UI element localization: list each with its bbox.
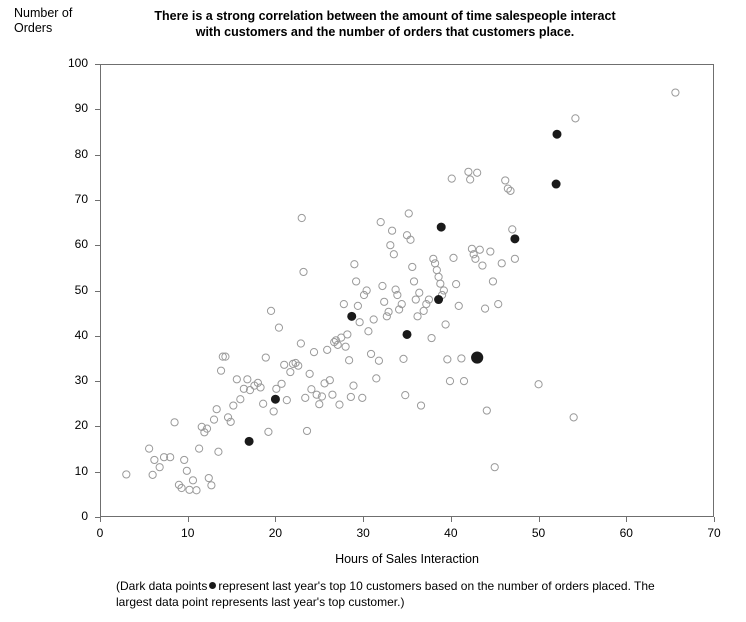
y-tick-mark — [95, 245, 100, 246]
y-tick-label: 30 — [74, 373, 88, 388]
x-tick-label: 60 — [619, 526, 633, 540]
x-tick-mark — [188, 517, 189, 522]
y-tick-label: 50 — [74, 282, 88, 297]
y-axis-title-line-2: Orders — [14, 21, 53, 35]
y-tick-label: 10 — [74, 463, 88, 478]
y-axis-title — [14, 6, 104, 36]
x-tick-label: 30 — [356, 526, 370, 540]
y-tick-mark — [95, 291, 100, 292]
y-tick-label: 70 — [74, 191, 88, 206]
y-axis-title-line-1: Number of — [14, 6, 73, 20]
y-tick-mark — [95, 109, 100, 110]
y-tick-label: 60 — [74, 237, 88, 252]
filled-circle-icon — [209, 582, 216, 589]
footnote-text-part-2: represent last year's top 10 customers based on the number of orders placed. The largest data point represents last year's top customer.) — [116, 579, 655, 609]
y-tick-mark — [95, 64, 100, 65]
footnote-text-part-1: (Dark data points — [116, 579, 208, 593]
y-tick-mark — [95, 381, 100, 382]
y-tick-label: 0 — [81, 509, 88, 523]
x-tick-label: 0 — [96, 526, 104, 540]
plot-area — [100, 64, 714, 517]
y-tick-label: 20 — [74, 418, 88, 433]
chart-title: There is a strong correlation between the amount of time salespeople interact with customers and the number of orders that customers place. — [154, 9, 616, 39]
x-tick-label: 20 — [268, 526, 283, 540]
y-tick-mark — [95, 472, 100, 473]
x-tick-label: 10 — [181, 526, 195, 540]
x-axis-title: Hours of Sales Interaction — [335, 552, 479, 566]
y-tick-mark — [95, 336, 100, 337]
x-tick-mark — [539, 517, 540, 522]
y-tick-mark — [95, 200, 100, 201]
x-tick-mark — [275, 517, 276, 522]
y-tick-label: 100 — [67, 56, 88, 70]
y-tick-label: 80 — [74, 146, 88, 161]
x-tick-mark — [100, 517, 101, 522]
x-tick-mark — [714, 517, 715, 522]
x-tick-mark — [451, 517, 452, 522]
chart-footnote — [116, 578, 676, 610]
y-tick-label: 40 — [74, 327, 88, 342]
x-tick-label: 40 — [444, 526, 458, 540]
y-tick-label: 90 — [74, 101, 88, 116]
y-tick-mark — [95, 155, 100, 156]
x-tick-mark — [363, 517, 364, 522]
x-tick-label: 50 — [531, 526, 546, 540]
x-tick-label: 70 — [707, 526, 721, 540]
x-tick-mark — [626, 517, 627, 522]
y-tick-mark — [95, 426, 100, 427]
